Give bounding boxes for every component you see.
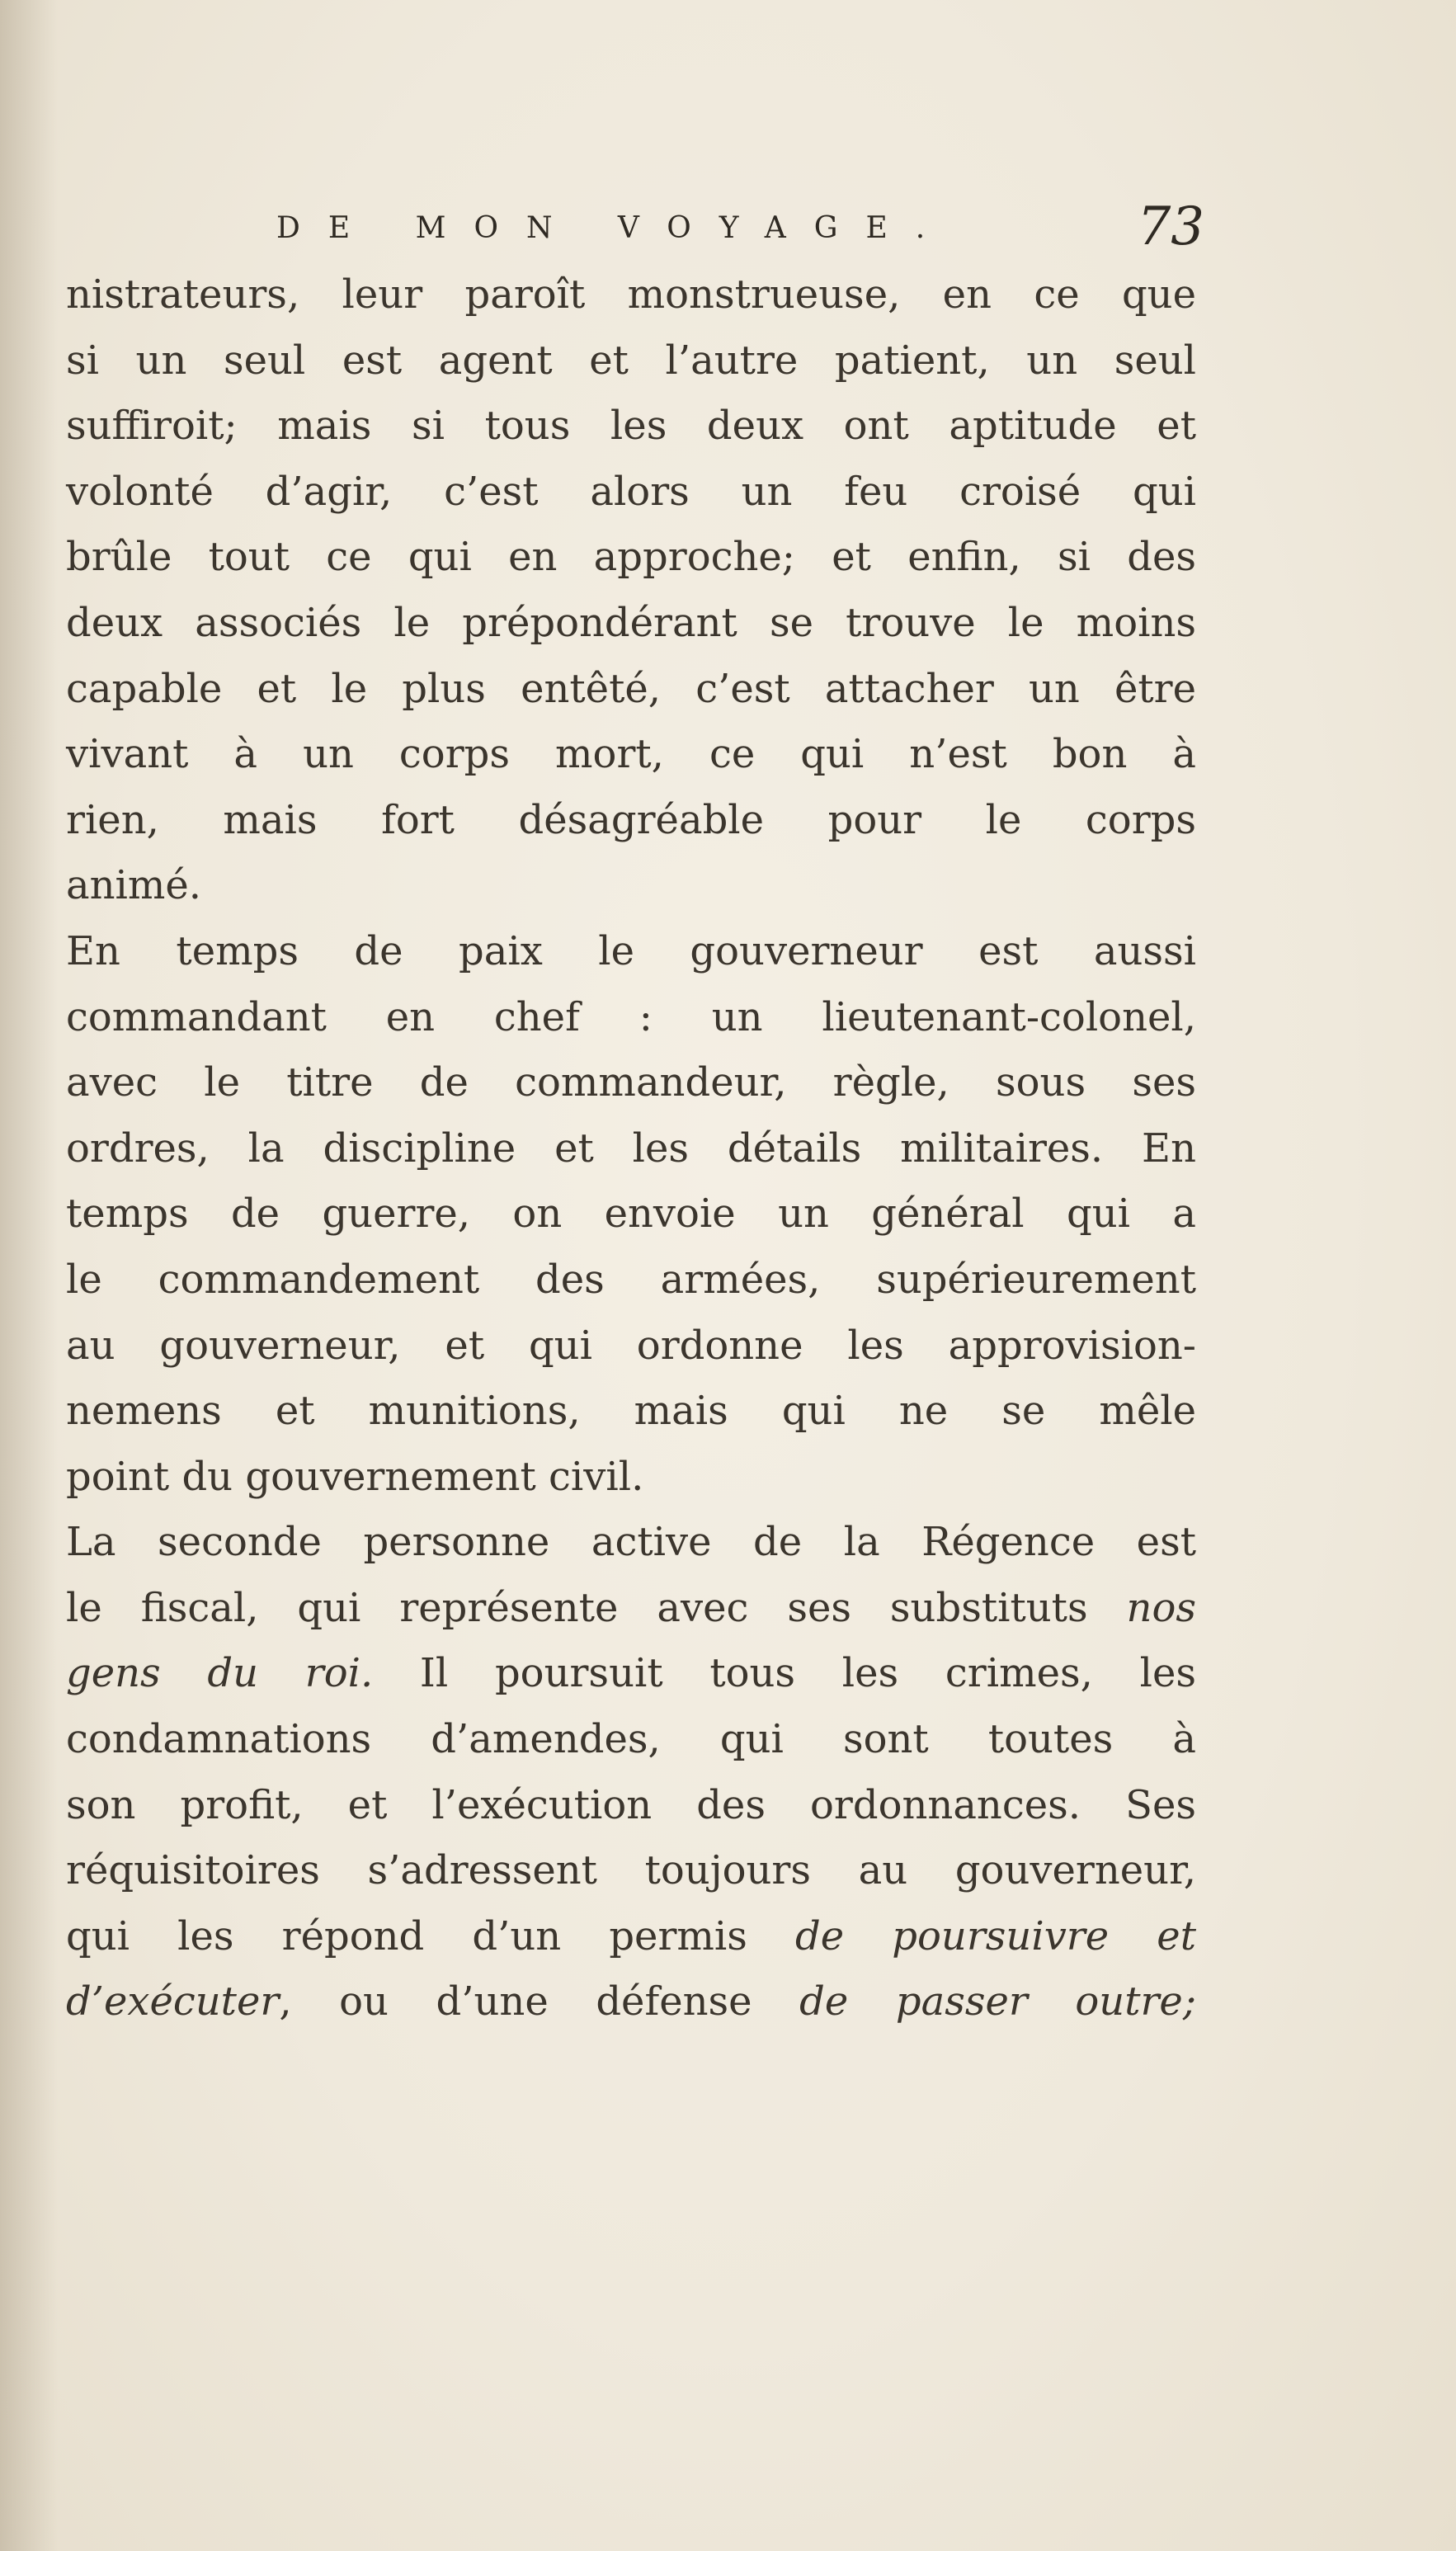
running-head bbox=[276, 196, 1204, 262]
italic-segment: nos bbox=[1126, 1584, 1196, 1631]
text-line: volonté d’agir, c’est alors un feu croisé qui bbox=[66, 468, 1196, 515]
text-line: si un seul est agent et l’autre patient, un seul bbox=[66, 337, 1196, 384]
text-line: capable et le plus entêté, c’est attacher un être bbox=[66, 665, 1196, 712]
text-line: commandant en chef : un lieutenant-colonel, bbox=[66, 993, 1196, 1040]
page-number: 73 bbox=[1137, 196, 1204, 257]
text-segment: Il poursuit tous les crimes, les bbox=[373, 1650, 1196, 1697]
text-line: condamnations d’amendes, qui sont toutes à bbox=[66, 1716, 1196, 1763]
page-gutter-shadow bbox=[0, 0, 58, 2551]
text-line: vivant à un corps mort, ce qui n’est bon à bbox=[66, 731, 1196, 778]
text-segment: qui les répond d’un permis bbox=[66, 1912, 796, 1959]
text-line: le commandement des armées, supérieurement bbox=[66, 1256, 1196, 1303]
text-line: deux associés le prépondérant se trouve le moins bbox=[66, 599, 1196, 646]
text-line: son profit, et l’exécution des ordonnances. Ses bbox=[66, 1781, 1196, 1828]
text-line bbox=[66, 1641, 1196, 1707]
text-line: réquisitoires s’adressent toujours au gouverneur, bbox=[66, 1847, 1196, 1894]
paragraph-start-line: La seconde personne active de la Régence est bbox=[66, 1519, 1196, 1566]
text-line: avec le titre de commandeur, règle, sous ses bbox=[66, 1059, 1196, 1106]
body-text bbox=[66, 262, 1196, 2035]
running-head-title: DE MON VOYAGE. bbox=[276, 211, 954, 245]
text-line: brûle tout ce qui en approche; et enfin, si des bbox=[66, 534, 1196, 581]
text-line: point du gouvernement civil. bbox=[66, 1453, 644, 1500]
text-line: suffiroit; mais si tous les deux ont aptitude et bbox=[66, 403, 1196, 450]
text-segment: le fiscal, qui représente avec ses substituts bbox=[66, 1584, 1127, 1631]
text-line: temps de guerre, on envoie un général qui a bbox=[66, 1191, 1196, 1238]
italic-segment: d’exécuter bbox=[66, 1978, 280, 2025]
text-line bbox=[66, 1904, 1196, 1970]
text-segment: , ou d’une défense bbox=[279, 1978, 800, 2025]
text-line bbox=[66, 1969, 1196, 2035]
text-line bbox=[66, 1576, 1196, 1642]
text-line: nemens et munitions, mais qui ne se mêle bbox=[66, 1388, 1196, 1435]
text-line: ordres, la discipline et les détails militaires. En bbox=[66, 1125, 1196, 1172]
italic-segment: gens du roi. bbox=[66, 1650, 374, 1697]
italic-segment: de passer outre; bbox=[799, 1978, 1196, 2025]
text-line: rien, mais fort désagréable pour le corps bbox=[66, 796, 1196, 843]
paragraph-start-line: En temps de paix le gouverneur est aussi bbox=[66, 927, 1196, 974]
text-line: au gouverneur, et qui ordonne les approvision- bbox=[66, 1322, 1196, 1369]
text-line: nistrateurs, leur paroît monstrueuse, en ce que bbox=[66, 271, 1196, 318]
italic-segment: de poursuivre et bbox=[795, 1912, 1196, 1959]
text-line: animé. bbox=[66, 862, 202, 909]
